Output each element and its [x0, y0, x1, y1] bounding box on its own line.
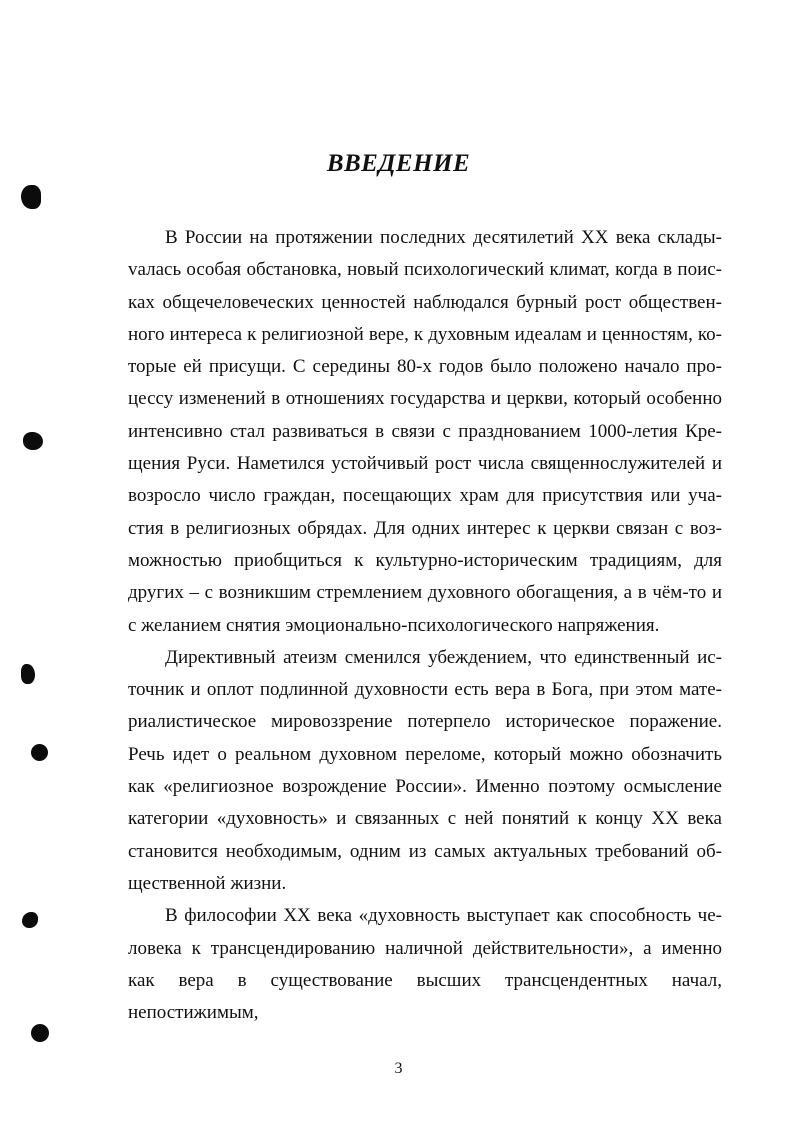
punch-hole-mark	[21, 664, 35, 684]
page-title: ВВЕДЕНИЕ	[326, 150, 471, 177]
paragraph-3: В философии XX века «духовность выступает как способность человека к трансцендированию наличной действительности», а именно как вера в существование высших трансцендентных начал, непостижимым,	[128, 905, 722, 1024]
paragraph-2: Директивный атеизм сменился убеждением, что единственный источник и оплот подлинной духовности есть вера в Бога, при этом материалистическое мировоззрение потерпело историческое поражение. Речь идет о реальном духовном переломе, который можно обозначить как «религиозное возрождение России». Именно поэтому осмысление категории «духовность» и связанных с ней понятий к концу XX века становится необходимым, одним из самых актуальных требований общественной жизни.	[128, 646, 722, 894]
paragraph-1: В России на протяжении последних десятилетий XX века складыvалась особая обстановка, новый психологический климат, когда в поисках общечеловеческих ценностей наблюдался бурный рост общественного интереса к религиозной вере, к духовным идеалам и ценностям, которые ей присущи. С середины 80-х годов было положено начало процессу изменений в отношениях государства и церкви, который особенно интенсивно стал развиваться в связи с празднованием 1000-летия Крещения Руси. Наметился устойчивый рост числа священнослужителей и возросло число граждан, посещающих храм для присутствия или участия в религиозных обрядах. Для одних интерес к церкви связан с возможностью приобщиться к культурно-историческим традициям, для других – с возникшим стремлением духовного обогащения, а в чём-то и с желанием снятия эмоционально-психологического напряжения.	[128, 227, 722, 636]
punch-hole-mark	[31, 1024, 49, 1042]
page-number: 3	[394, 1060, 403, 1077]
punch-hole-mark	[31, 744, 48, 761]
punch-hole-mark	[22, 912, 38, 928]
punch-hole-mark	[23, 432, 43, 450]
body-text	[128, 222, 722, 1029]
punch-hole-mark	[21, 185, 41, 209]
